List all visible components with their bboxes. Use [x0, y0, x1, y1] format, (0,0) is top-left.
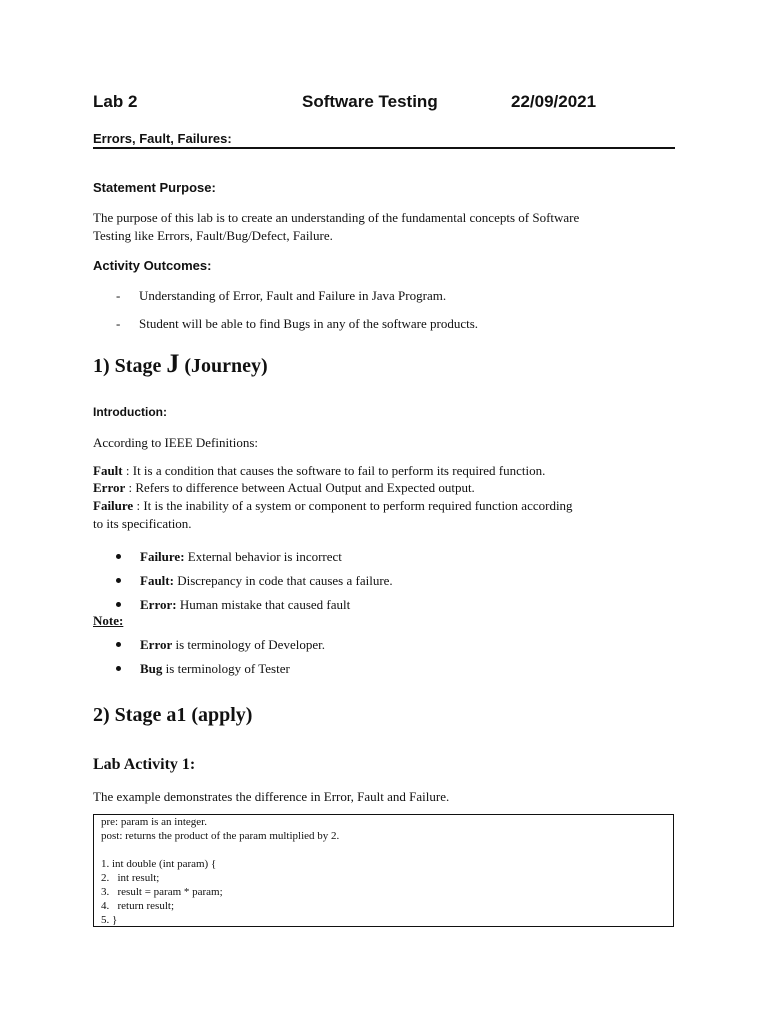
lab-date: 22/09/2021	[511, 92, 597, 111]
statement-heading: Statement Purpose:	[93, 180, 216, 195]
bullet-icon	[116, 554, 121, 559]
document-page: Lab 2 Software Testing 22/09/2021 Errors, Fault, Failures: Statement Purpose: The purpose of this lab is to create an understanding of the fundamental concepts of Software Testing like Errors, Fault/Bug/Defect, Failure. Activity Outcomes: - Understanding of Error, Fault and Failure in Java Program. - Student will be able to find Bugs in any of the software products. 1) Stage J (Journey) Introduction: According to IEEE Definitions: Fault : It is a condition that causes the software to fail to perform its required function. Error : Refers to difference between Actual Output and Expected output. Failure : It is the inability of a system or component to perform required function according to its specification. Failure: External behavior is incorrect Fault: Discrepancy in code that causes a failure. Error: Human mistake that caused fault Note: Error is terminology of Developer. Bug is terminology of Tester 2) Stage a1 (apply) Lab Activity 1: The example demonstrates the difference in Error, Fault and Failure. pre: param is an integer. post: returns the product of the param multiplied by 2. 1. int double (int param) { 2. int result; 3. result = param * param; 4. return result; 5. }	[0, 0, 768, 1024]
stage-2-heading: 2) Stage a1 (apply)	[93, 704, 253, 726]
outcomes-heading: Activity Outcomes:	[93, 258, 212, 273]
lab-subtitle: Errors, Fault, Failures:	[93, 131, 232, 146]
code-line: pre: param is an integer.	[101, 816, 207, 828]
bullet-icon	[116, 578, 121, 583]
bullet-icon	[116, 602, 121, 607]
code-block	[93, 814, 674, 927]
stage-1-heading: 1) Stage J (Journey)	[93, 349, 268, 378]
code-line: 1. int double (int param) {	[101, 858, 217, 870]
code-line: 2. int result;	[101, 872, 160, 884]
definition-fault: Fault : It is a condition that causes the software to fail to perform its required function.	[93, 463, 546, 478]
note-label: Note:	[93, 613, 124, 628]
statement-line-2: Testing like Errors, Fault/Bug/Defect, Failure.	[93, 228, 333, 243]
code-line: 4. return result;	[101, 900, 175, 912]
code-line: 3. result = param * param;	[101, 886, 223, 898]
lab-number: Lab 2	[93, 92, 138, 111]
header-rule	[93, 147, 675, 149]
bullet-icon	[116, 666, 121, 671]
code-line: post: returns the product of the param multiplied by 2.	[101, 830, 340, 842]
activity-heading: Lab Activity 1:	[93, 756, 196, 773]
activity-description: The example demonstrates the difference in Error, Fault and Failure.	[93, 789, 450, 804]
statement-line-1: The purpose of this lab is to create an understanding of the fundamental concepts of Software	[93, 210, 580, 225]
definition-failure-cont: to its specification.	[93, 516, 192, 531]
intro-heading: Introduction:	[93, 405, 167, 419]
course-title: Software Testing	[302, 92, 438, 111]
definition-failure: Failure : It is the inability of a system or component to perform required function according	[93, 498, 573, 513]
definition-error: Error : Refers to difference between Actual Output and Expected output.	[93, 480, 475, 495]
bullet-icon	[116, 642, 121, 647]
intro-according: According to IEEE Definitions:	[93, 435, 258, 450]
code-line: 5. }	[101, 914, 118, 926]
code-line	[101, 843, 666, 857]
